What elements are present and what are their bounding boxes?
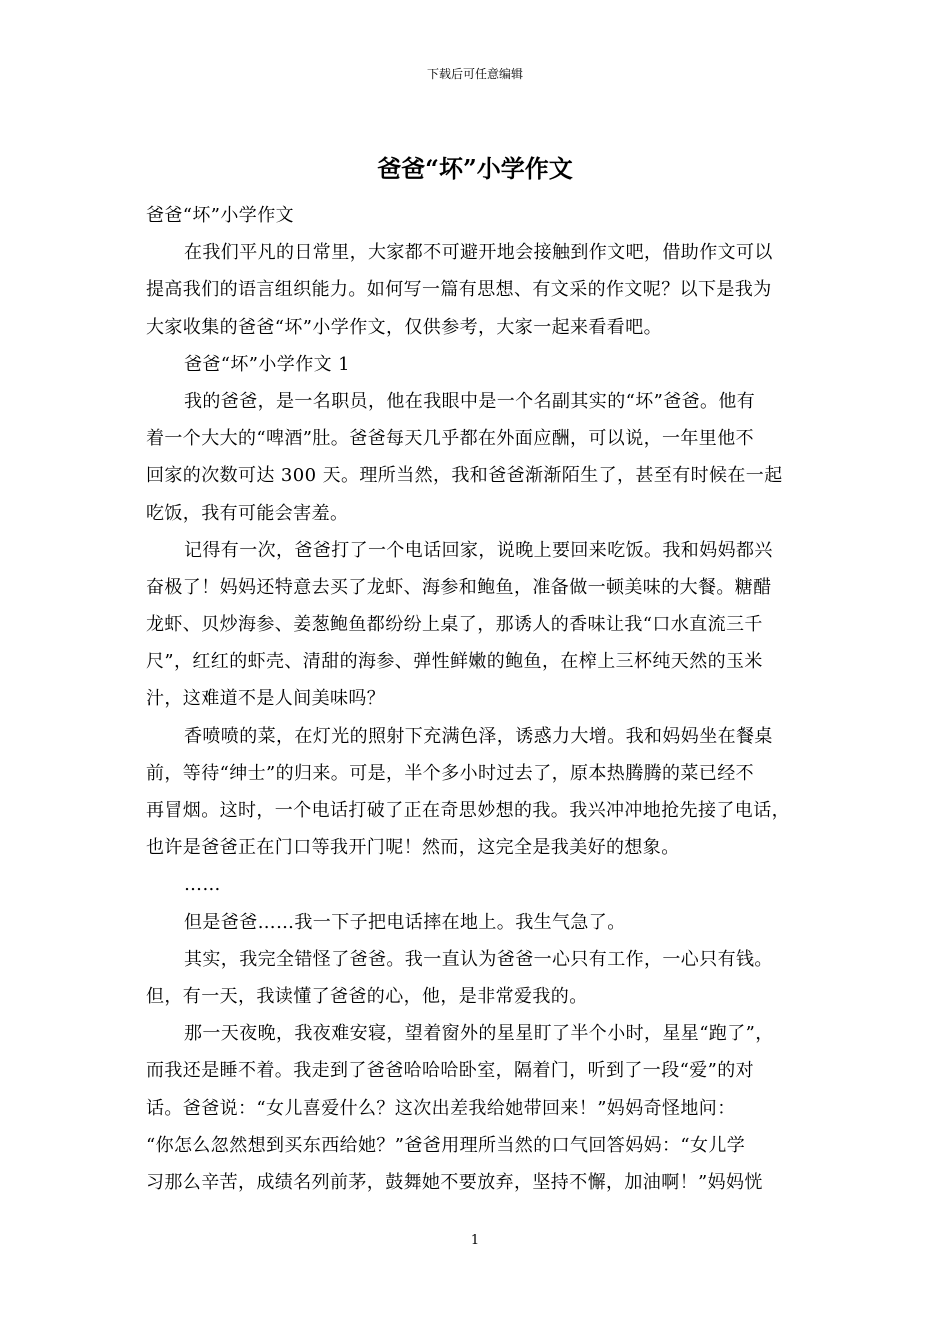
paragraph-line: 那一天夜晚，我夜难安寝，望着窗外的星星盯了半个小时，星星“跑了”， [184, 1023, 774, 1045]
paragraph-line: 香喷喷的菜，在灯光的照射下充满色泽，诱惑力大增。我和妈妈坐在餐桌 [184, 725, 773, 747]
paragraph-line: “你怎么忽然想到买东西给她？”爸爸用理所当然的口气回答妈妈：“女儿学 [146, 1134, 746, 1156]
paragraph-line: 但是爸爸……我一下子把电话摔在地上。我生气急了。 [184, 911, 626, 933]
paragraph-line: 而我还是睡不着。我走到了爸爸哈哈哈卧室，隔着门，听到了一段“爱”的对 [146, 1060, 755, 1082]
paragraph-line: 汁，这难道不是人间美味吗？ [146, 688, 386, 710]
paragraph-line: 习那么辛苦，成绩名列前茅，鼓舞她不要放弃，坚持不懈，加油啊！”妈妈恍 [146, 1171, 763, 1193]
document-body [146, 197, 810, 1201]
paragraph-line: 吃饭，我有可能会害羞。 [146, 502, 349, 524]
page-number: 1 [470, 1233, 480, 1248]
paragraph-line: 在我们平凡的日常里，大家都不可避开地会接触到作文吧，借助作文可以 [184, 242, 773, 264]
paragraph-line: 尺”，红红的虾壳、清甜的海参、弹性鲜嫩的鲍鱼，在榨上三杯纯天然的玉米 [146, 651, 763, 673]
paragraph-line: 龙虾、贝炒海参、姜葱鲍鱼都纷纷上桌了，那诱人的香味让我“口水直流三千 [146, 614, 763, 636]
ellipsis-line: …… [184, 874, 221, 896]
paragraph-line: 其实，我完全错怪了爸爸。我一直认为爸爸一心只有工作，一心只有钱。 [184, 948, 773, 970]
paragraph-line: 再冒烟。这时，一个电话打破了正在奇思妙想的我。我兴冲冲地抢先接了电话， [146, 800, 790, 821]
paragraph-line: 我的爸爸，是一名职员，他在我眼中是一个名副其实的“坏”爸爸。他有 [184, 390, 756, 412]
paragraph-line: 记得有一次，爸爸打了一个电话回家，说晚上要回来吃饭。我和妈妈都兴 [184, 539, 773, 561]
paragraph-line: 回家的次数可达 300 天。理所当然，我和爸爸渐渐陌生了，甚至有时候在一起 [146, 465, 783, 487]
paragraph-line: 奋极了！妈妈还特意去买了龙虾、海参和鲍鱼，准备做一顿美味的大餐。糖醋 [146, 576, 772, 598]
paragraph-line: 提高我们的语言组织能力。如何写一篇有思想、有文采的作文呢？以下是我为 [146, 279, 772, 301]
paragraph-line: 前，等待“绅士”的归来。可是，半个多小时过去了，原本热腾腾的菜已经不 [146, 762, 755, 784]
paragraph-line: 着一个大大的“啤酒”肚。爸爸每天几乎都在外面应酬，可以说，一年里他不 [146, 428, 755, 450]
paragraph-line: 也许是爸爸正在门口等我开门呢！然而，这完全是我美好的想象。 [146, 837, 680, 859]
section-heading: 爸爸“坏”小学作文 1 [184, 353, 350, 375]
header-note: 下载后可任意编辑 [426, 67, 523, 81]
subtitle-line: 爸爸“坏”小学作文 [146, 205, 295, 226]
paragraph-line: 大家收集的爸爸“坏”小学作文，仅供参考，大家一起来看看吧。 [146, 316, 663, 338]
document-title: 爸爸“坏”小学作文 [377, 154, 573, 183]
paragraph-line: 但，有一天，我读懂了爸爸的心，他，是非常爱我的。 [146, 985, 588, 1007]
paragraph-line: 话。爸爸说：“女儿喜爱什么？这次出差我给她带回来！”妈妈奇怪地问： [146, 1097, 736, 1119]
